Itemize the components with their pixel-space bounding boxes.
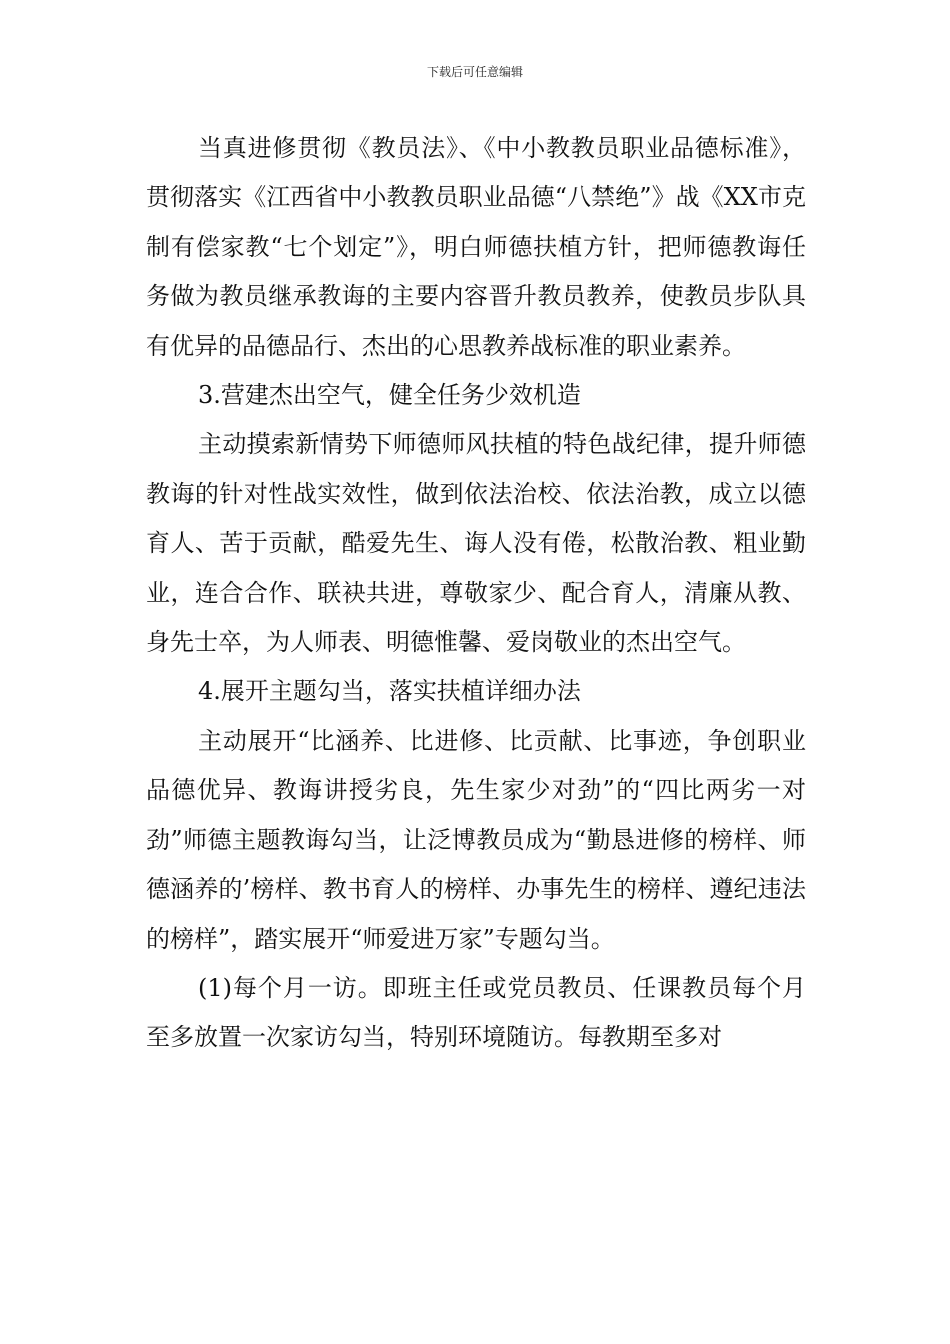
document-body (146, 124, 806, 1063)
paragraph-1: 当真进修贯彻《教员法》、《中小教教员职业品德标准》，贯彻落实《江西省中小教教员职业品德“八禁绝”》战《XX市克制有偿家教“七个划定”》，明白师德扶植方针，把师德教诲任务做为教员继承教诲的主要内容晋升教员教养，使教员步队具有优异的品德品行、杰出的心思教养战标准的职业素养。 (146, 134, 806, 360)
paragraph-3: 主动展开“比涵养、比进修、比贡献、比事迹，争创职业品德优异、教诲讲授劣良，先生家少对劲”的“四比两劣一对劲”师德主题教诲勾当，让泛博教员成为“勤恳进修的榜样、师德涵养的’榜样、教书育人的榜样、办事先生的榜样、遵纪违法的榜样”，踏实展开“师爱进万家”专题勾当。 (146, 726, 806, 953)
section-heading-3: 3.营建杰出空气，健全任务少效机造 (198, 381, 581, 410)
page-header: 下载后可任意编辑 (426, 65, 523, 79)
paragraph-4: (1)每个月一访。即班主任或党员教员、任课教员每个月至多放置一次家访勾当，特别环境随访。每教期至多对 (146, 973, 806, 1052)
section-heading-4: 4.展开主题勾当，落实扶植详细办法 (198, 677, 581, 706)
paragraph-2: 主动摸索新情势下师德师风扶植的特色战纪律，提升师德教诲的针对性战实效性，做到依法治校、依法治教，成立以德育人、苦于贡献，酷爱先生、诲人没有倦，松散治教、粗业勤业，连合合作、联袂共进，尊敬家少、配合育人，清廉从教、身先士卒，为人师表、明德惟馨、爱岗敬业的杰出空气。 (146, 430, 806, 657)
